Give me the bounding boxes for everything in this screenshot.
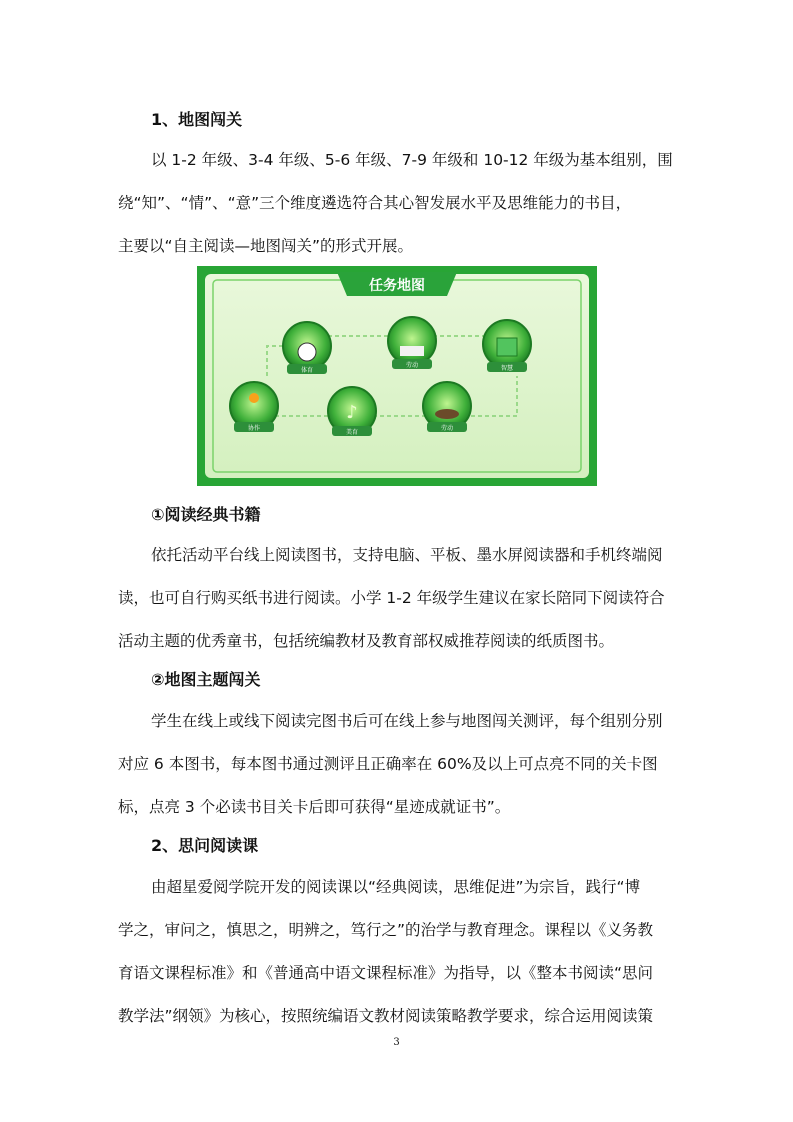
svg-text:美育: 美育	[345, 429, 359, 436]
paragraph-line: 学之，审问之，慎思之，明辨之，笃行之”的治学与教育理念。课程以《义务教	[118, 921, 654, 939]
paragraph-line: 读，也可自行购买纸书进行阅读。小学 1-2 年级学生建议在家长陪同下阅读符合	[118, 589, 665, 607]
node-2	[388, 317, 436, 369]
paragraph-line: 活动主题的优秀童书，包括统编教材及教育部权威推荐阅读的纸质图书。	[118, 632, 615, 650]
section-heading-1: 1、地图闯关	[151, 110, 243, 129]
paragraph-line: 育语文课程标准》和《普通高中语文课程标准》为指导，以《整本书阅读“思问	[118, 964, 654, 982]
node-3	[483, 320, 531, 372]
map-panel	[205, 274, 589, 478]
task-map-image	[197, 266, 597, 486]
map-title: 任务地图	[369, 278, 425, 294]
paragraph-line: 主要以“自主阅读—地图闯关”的形式开展。	[118, 237, 414, 255]
subsection-heading-1: ①阅读经典书籍	[151, 505, 261, 524]
paragraph-line: 依托活动平台线上阅读图书，支持电脑、平板、墨水屏阅读器和手机终端阅	[151, 546, 663, 564]
paragraph-line: 教学法”纲领》为核心，按照统编语文教材阅读策略教学要求，综合运用阅读策	[118, 1007, 654, 1025]
page-number: 3	[393, 1037, 400, 1048]
svg-text:劳动: 劳动	[405, 362, 419, 369]
node-1	[283, 322, 331, 374]
paragraph-line: 对应 6 本图书，每本图书通过测评且正确率在 60%及以上可点亮不同的关卡图	[118, 755, 658, 773]
svg-text:智慧: 智慧	[500, 365, 514, 372]
section-heading-2: 2、思问阅读课	[151, 836, 259, 855]
paragraph-line: 绕“知”、“情”、“意”三个维度遴选符合其心智发展水平及思维能力的书目，	[118, 194, 632, 212]
svg-text:劳动: 劳动	[440, 425, 454, 432]
svg-text:协作: 协作	[247, 425, 261, 432]
paragraph-line: 学生在线上或线下阅读完图书后可在线上参与地图闯关测评，每个组别分别	[151, 712, 663, 730]
svg-text:♪: ♪	[346, 402, 358, 423]
node-6	[423, 382, 471, 432]
paragraph-line: 由超星爱阅学院开发的阅读课以“经典阅读，思维促进”为宗旨，践行“博	[151, 878, 641, 896]
task-map-illustration	[197, 266, 597, 486]
node-4	[230, 382, 278, 432]
paragraph-line: 以 1-2 年级、3-4 年级、5-6 年级、7-9 年级和 10-12 年级为基本组别，围	[151, 151, 673, 169]
node-5	[328, 387, 376, 436]
subsection-heading-2: ②地图主题闯关	[151, 670, 261, 689]
svg-text:体育: 体育	[300, 367, 314, 374]
paragraph-line: 标，点亮 3 个必读书目关卡后即可获得“星迹成就证书”。	[118, 798, 511, 816]
